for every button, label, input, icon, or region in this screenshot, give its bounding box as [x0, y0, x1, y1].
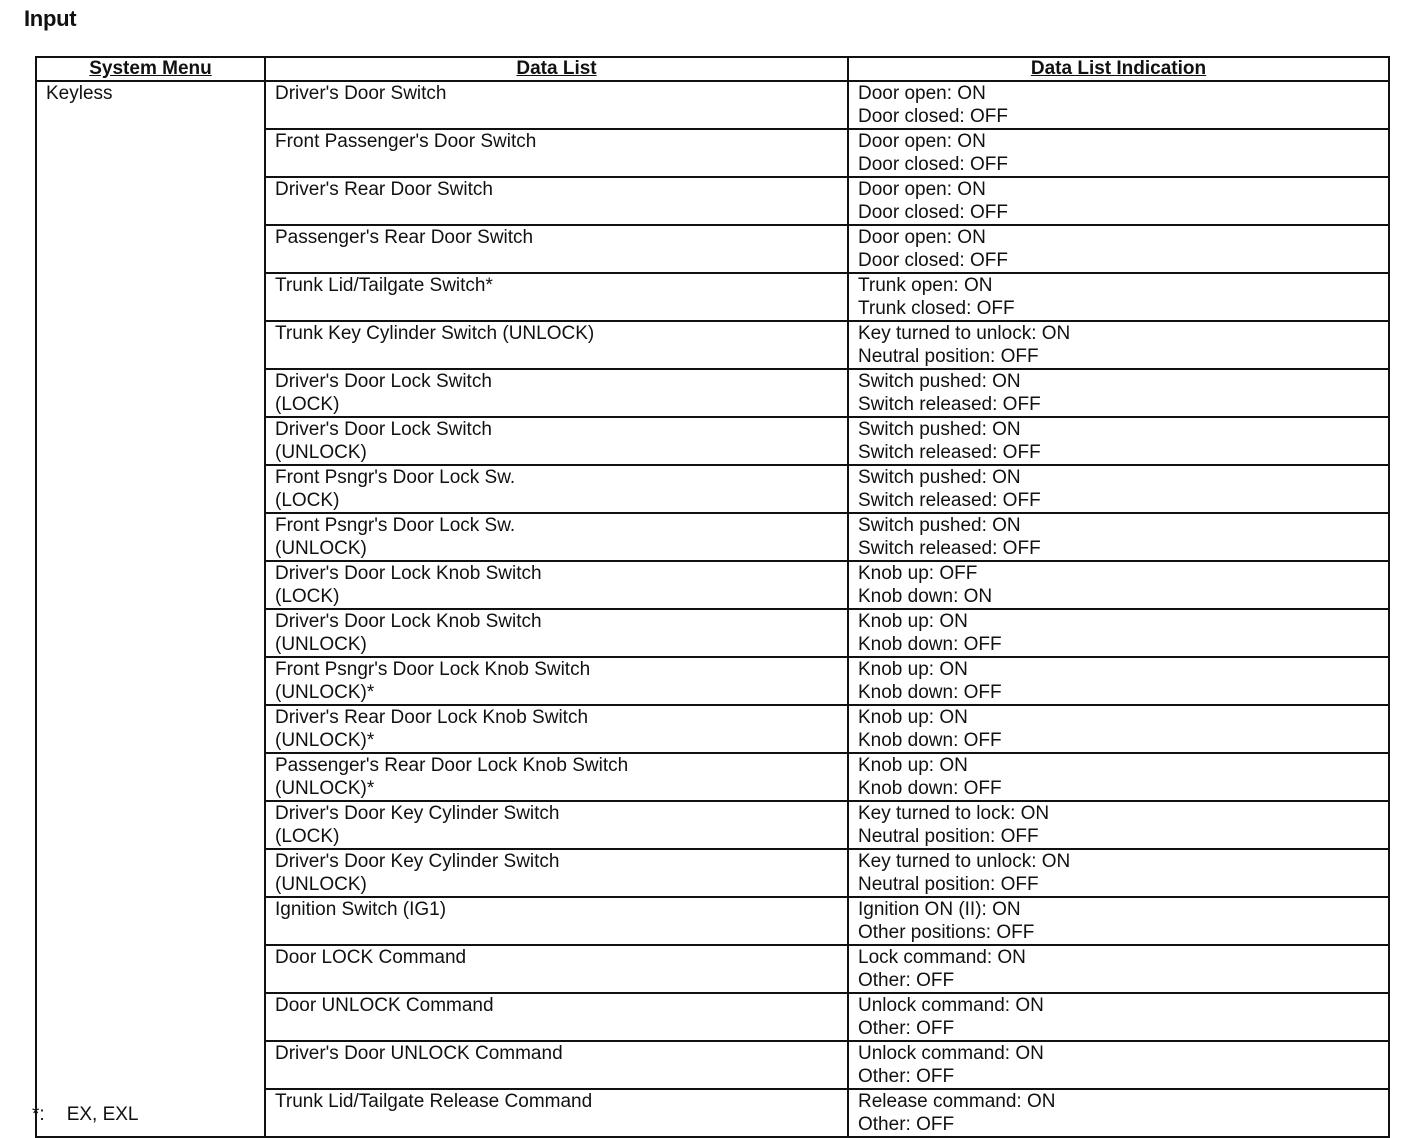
- data-list-table: [35, 56, 1390, 1138]
- system-menu-value: Keyless: [46, 83, 113, 104]
- indication-text: Door open: ON: [858, 131, 986, 152]
- indication-text: Knob down: OFF: [858, 634, 1002, 655]
- indication-text: Switch pushed: ON: [858, 515, 1021, 536]
- data-list-item-cell: [265, 849, 848, 897]
- data-list-item-text: (UNLOCK)*: [275, 682, 375, 703]
- data-list-item-cell: [265, 513, 848, 561]
- data-list-item-text: Trunk Lid/Tailgate Release Command: [275, 1091, 593, 1112]
- data-list-item-text: (LOCK): [275, 586, 340, 607]
- data-list-item-text: Door LOCK Command: [275, 947, 467, 968]
- data-list-indication-cell: [848, 321, 1389, 369]
- data-list-indication-cell: [848, 465, 1389, 513]
- indication-text: Unlock command: ON: [858, 995, 1044, 1016]
- data-list-indication-cell: [848, 417, 1389, 465]
- footnote-mark: *:: [32, 1104, 45, 1125]
- system-menu-cell: [36, 81, 265, 1137]
- indication-text: Key turned to lock: ON: [858, 803, 1050, 824]
- data-list-item-cell: [265, 753, 848, 801]
- data-list-item-text: Passenger's Rear Door Lock Knob Switch: [275, 755, 629, 776]
- data-list-item-text: Front Psngr's Door Lock Sw.: [275, 515, 516, 536]
- data-list-item-text: (LOCK): [275, 826, 340, 847]
- footnote-text: EX, EXL: [66, 1104, 139, 1125]
- indication-text: Door open: ON: [858, 179, 986, 200]
- indication-text: Ignition ON (II): ON: [858, 899, 1021, 920]
- data-list-item-cell: [265, 129, 848, 177]
- indication-text: Trunk closed: OFF: [858, 298, 1015, 319]
- table-header-row: [36, 57, 1389, 81]
- indication-text: Knob down: ON: [858, 586, 993, 607]
- table-row: [36, 81, 1389, 129]
- indication-text: Door closed: OFF: [858, 106, 1008, 127]
- data-list-indication-cell: [848, 945, 1389, 993]
- indication-text: Door closed: OFF: [858, 154, 1008, 175]
- data-list-item-cell: [265, 945, 848, 993]
- data-list-item-text: (UNLOCK)*: [275, 778, 375, 799]
- header-data-list: Data List: [265, 57, 848, 81]
- data-list-item-text: Driver's Door Key Cylinder Switch: [275, 803, 560, 824]
- data-list-item-cell: [265, 81, 848, 129]
- data-list-item-text: Front Passenger's Door Switch: [275, 131, 537, 152]
- data-list-item-text: Driver's Door Lock Switch: [275, 371, 492, 392]
- indication-text: Knob up: ON: [858, 755, 968, 776]
- data-list-item-text: Driver's Door Switch: [275, 83, 447, 104]
- data-list-indication-cell: [848, 369, 1389, 417]
- indication-text: Lock command: ON: [858, 947, 1026, 968]
- indication-text: Knob up: ON: [858, 611, 968, 632]
- data-list-indication-cell: [848, 705, 1389, 753]
- data-list-item-cell: [265, 561, 848, 609]
- indication-text: Knob down: OFF: [858, 682, 1002, 703]
- data-list-item-text: Front Psngr's Door Lock Knob Switch: [275, 659, 591, 680]
- indication-text: Switch pushed: ON: [858, 371, 1021, 392]
- data-list-item-text: Driver's Door Lock Knob Switch: [275, 611, 542, 632]
- section-title: Input: [24, 6, 77, 31]
- data-list-item-cell: [265, 705, 848, 753]
- data-list-indication-cell: [848, 753, 1389, 801]
- indication-text: Door closed: OFF: [858, 250, 1008, 271]
- indication-text: Switch released: OFF: [858, 394, 1041, 415]
- data-list-indication-cell: [848, 225, 1389, 273]
- data-list-item-text: Ignition Switch (IG1): [275, 899, 447, 920]
- data-list-item-text: (UNLOCK): [275, 538, 367, 559]
- indication-text: Unlock command: ON: [858, 1043, 1044, 1064]
- data-list-item-text: (LOCK): [275, 394, 340, 415]
- indication-text: Knob up: ON: [858, 659, 968, 680]
- data-list-indication-cell: [848, 81, 1389, 129]
- footnote: [32, 1104, 139, 1126]
- data-list-indication-cell: [848, 561, 1389, 609]
- indication-text: Neutral position: OFF: [858, 874, 1039, 895]
- data-list-indication-cell: [848, 513, 1389, 561]
- data-list-item-cell: [265, 321, 848, 369]
- indication-text: Neutral position: OFF: [858, 346, 1039, 367]
- indication-text: Switch released: OFF: [858, 538, 1041, 559]
- indication-text: Switch pushed: ON: [858, 419, 1021, 440]
- indication-text: Switch released: OFF: [858, 442, 1041, 463]
- data-list-indication-cell: [848, 177, 1389, 225]
- indication-text: Switch released: OFF: [858, 490, 1041, 511]
- data-list-item-cell: [265, 1089, 848, 1137]
- data-list-item-cell: [265, 273, 848, 321]
- data-list-item-text: (UNLOCK): [275, 874, 367, 895]
- data-list-item-text: Trunk Lid/Tailgate Switch*: [275, 275, 493, 296]
- indication-text: Other: OFF: [858, 1018, 955, 1039]
- data-list-item-text: (UNLOCK): [275, 634, 367, 655]
- data-list-indication-cell: [848, 801, 1389, 849]
- indication-text: Switch pushed: ON: [858, 467, 1021, 488]
- data-list-item-cell: [265, 225, 848, 273]
- data-list-indication-cell: [848, 273, 1389, 321]
- data-list-item-text: Driver's Door Lock Switch: [275, 419, 492, 440]
- data-list-item-cell: [265, 369, 848, 417]
- data-list-indication-cell: [848, 1089, 1389, 1137]
- indication-text: Knob up: ON: [858, 707, 968, 728]
- data-list-item-text: Front Psngr's Door Lock Sw.: [275, 467, 516, 488]
- data-list-item-cell: [265, 1041, 848, 1089]
- data-list-indication-cell: [848, 1041, 1389, 1089]
- header-system-menu: System Menu: [36, 57, 265, 81]
- data-list-item-cell: [265, 177, 848, 225]
- data-list-item-text: Passenger's Rear Door Switch: [275, 227, 534, 248]
- table-body: [36, 81, 1389, 1137]
- data-list-indication-cell: [848, 993, 1389, 1041]
- data-list-item-cell: [265, 993, 848, 1041]
- data-list-item-text: Driver's Rear Door Switch: [275, 179, 493, 200]
- data-list-indication-cell: [848, 897, 1389, 945]
- data-list-item-text: Driver's Rear Door Lock Knob Switch: [275, 707, 589, 728]
- indication-text: Door open: ON: [858, 83, 986, 104]
- data-list-item-text: Door UNLOCK Command: [275, 995, 494, 1016]
- data-list-item-text: Driver's Door Key Cylinder Switch: [275, 851, 560, 872]
- data-list-item-text: (UNLOCK): [275, 442, 367, 463]
- indication-text: Trunk open: ON: [858, 275, 993, 296]
- indication-text: Other: OFF: [858, 1114, 955, 1135]
- indication-text: Knob up: OFF: [858, 563, 978, 584]
- data-list-item-text: Driver's Door Lock Knob Switch: [275, 563, 542, 584]
- indication-text: Knob down: OFF: [858, 730, 1002, 751]
- indication-text: Other positions: OFF: [858, 922, 1035, 943]
- data-list-item-text: Trunk Key Cylinder Switch (UNLOCK): [275, 323, 595, 344]
- data-list-indication-cell: [848, 657, 1389, 705]
- data-list-indication-cell: [848, 129, 1389, 177]
- indication-text: Release command: ON: [858, 1091, 1056, 1112]
- data-list-indication-cell: [848, 609, 1389, 657]
- indication-text: Key turned to unlock: ON: [858, 851, 1071, 872]
- header-data-list-indication: Data List Indication: [848, 57, 1389, 81]
- indication-text: Neutral position: OFF: [858, 826, 1039, 847]
- data-list-item-cell: [265, 801, 848, 849]
- indication-text: Other: OFF: [858, 1066, 955, 1087]
- indication-text: Door closed: OFF: [858, 202, 1008, 223]
- data-list-item-text: (LOCK): [275, 490, 340, 511]
- data-list-item-cell: [265, 897, 848, 945]
- data-list-item-text: (UNLOCK)*: [275, 730, 375, 751]
- data-list-item-text: Driver's Door UNLOCK Command: [275, 1043, 563, 1064]
- data-list-item-cell: [265, 657, 848, 705]
- indication-text: Knob down: OFF: [858, 778, 1002, 799]
- data-list-item-cell: [265, 465, 848, 513]
- indication-text: Door open: ON: [858, 227, 986, 248]
- indication-text: Other: OFF: [858, 970, 955, 991]
- data-list-indication-cell: [848, 849, 1389, 897]
- indication-text: Key turned to unlock: ON: [858, 323, 1071, 344]
- data-list-item-cell: [265, 609, 848, 657]
- data-list-item-cell: [265, 417, 848, 465]
